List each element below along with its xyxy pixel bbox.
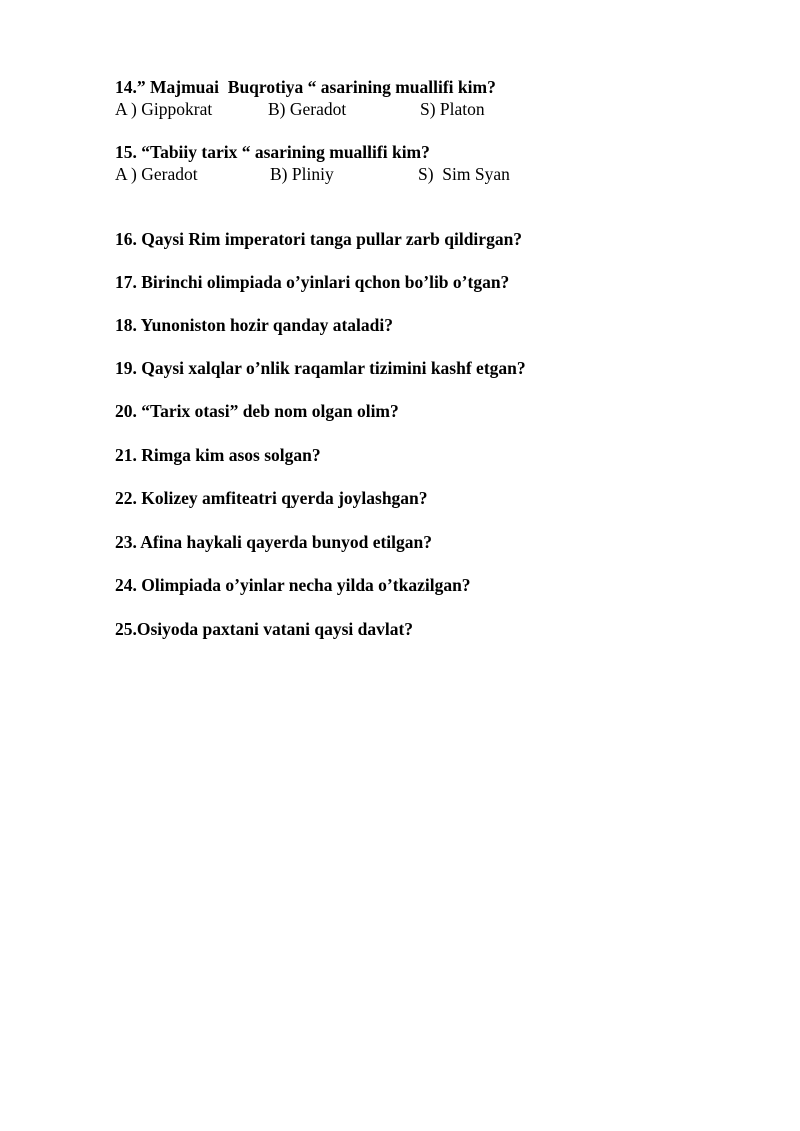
question-14-options [115,98,715,120]
question-15-option-b: B) Pliniy [270,164,334,184]
question-18: 18. Yunoniston hozir qanday ataladi? [115,315,393,335]
question-15-options [115,163,715,185]
question-15-option-s: S) Sim Syan [418,164,510,184]
question-15: 15. “Tabiiy tarix “ asarining muallifi kim? [115,142,430,162]
question-16: 16. Qaysi Rim imperatori tanga pullar zarb qildirgan? [115,229,523,249]
question-25: 25.Osiyoda paxtani vatani qaysi davlat? [115,619,414,639]
question-15-option-a: A ) Geradot [115,164,198,184]
question-21: 21. Rimga kim asos solgan? [115,445,321,465]
question-17: 17. Birinchi olimpiada o’yinlari qchon bo’lib o’tgan? [115,272,510,292]
question-19: 19. Qaysi xalqlar o’nlik raqamlar tizimini kashf etgan? [115,358,526,378]
question-22: 22. Kolizey amfiteatri qyerda joylashgan? [115,488,428,508]
question-23: 23. Afina haykali qayerda bunyod etilgan? [115,532,433,552]
question-14-option-a: A ) Gippokrat [115,99,213,119]
question-24: 24. Olimpiada o’yinlar necha yilda o’tkazilgan? [115,575,471,595]
question-14: 14.” Majmuai Buqrotiya “ asarining muallifi kim? [115,77,496,97]
question-14-option-s: S) Platon [420,99,485,119]
question-20: 20. “Tarix otasi” deb nom olgan olim? [115,401,399,421]
question-14-option-b: B) Geradot [268,99,347,119]
